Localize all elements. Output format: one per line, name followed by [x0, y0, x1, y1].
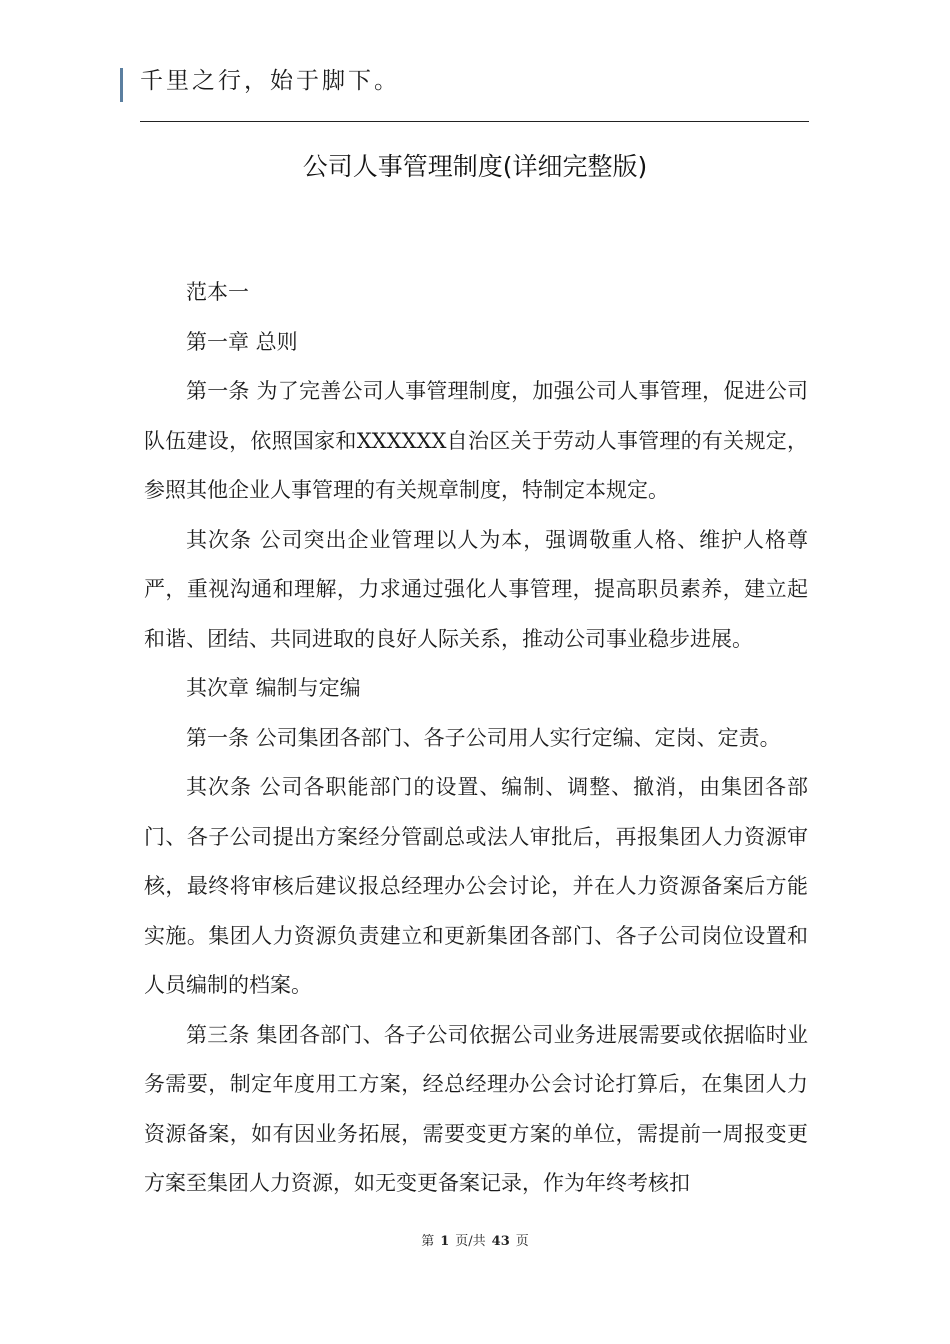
header-divider [140, 121, 809, 122]
document-title: 公司人事管理制度(详细完整版) [302, 152, 648, 181]
paragraph-chapter-heading: 其次章 编制与定编 [186, 676, 361, 700]
header-motto: 千里之行，始于脚下。 [140, 68, 400, 94]
header-accent-bar [120, 68, 123, 102]
paragraph-article: 其次条 公司突出企业管理以人为本，强调敬重人格、维护人格尊严，重视沟通和理解，力求通过强化人事管理，提高职员素养，建立起和谐、团结、共同进取的良好人际关系，推动公司事业稳步进展。 [144, 527, 808, 651]
paragraph-template-label: 范本一 [186, 280, 249, 304]
footer-prefix: 第 [421, 1234, 435, 1249]
paragraph-article: 第一条 为了完善公司人事管理制度，加强公司人事管理，促进公司队伍建设，依照国家和XXXXXX自治区关于劳动人事管理的有关规定，参照其他企业人事管理的有关规章制度，特制定本规定。 [144, 379, 808, 502]
paragraph-article: 第三条 集团各部门、各子公司依据公司业务进展需要或依据临时业务需要，制定年度用工方案，经总经理办公会讨论打算后，在集团人力资源备案，如有因业务拓展，需要变更方案的单位，需提前一周报变更方案至集团人力资源，如无变更备案记录，作为年终考核扣 [144, 1022, 808, 1195]
document-body [144, 268, 808, 1209]
page-footer [0, 1230, 950, 1249]
paragraph-article: 第一条 公司集团各部门、各子公司用人实行定编、定岗、定责。 [186, 725, 781, 750]
total-page-number: 43 [491, 1234, 510, 1249]
footer-middle: 页/共 [455, 1234, 486, 1249]
paragraph-chapter-heading: 第一章 总则 [186, 329, 298, 354]
current-page-number: 1 [440, 1234, 450, 1249]
footer-suffix: 页 [515, 1234, 529, 1249]
paragraph-article: 其次条 公司各职能部门的设置、编制、调整、撤消，由集团各部门、各子公司提出方案经分管副总或法人审批后，再报集团人力资源审核，最终将审核后建议报总经理办公会讨论，并在人力资源备案后方能实施。集团人力资源负责建立和更新集团各部门、各子公司岗位设置和人员编制的档案。 [144, 775, 808, 997]
